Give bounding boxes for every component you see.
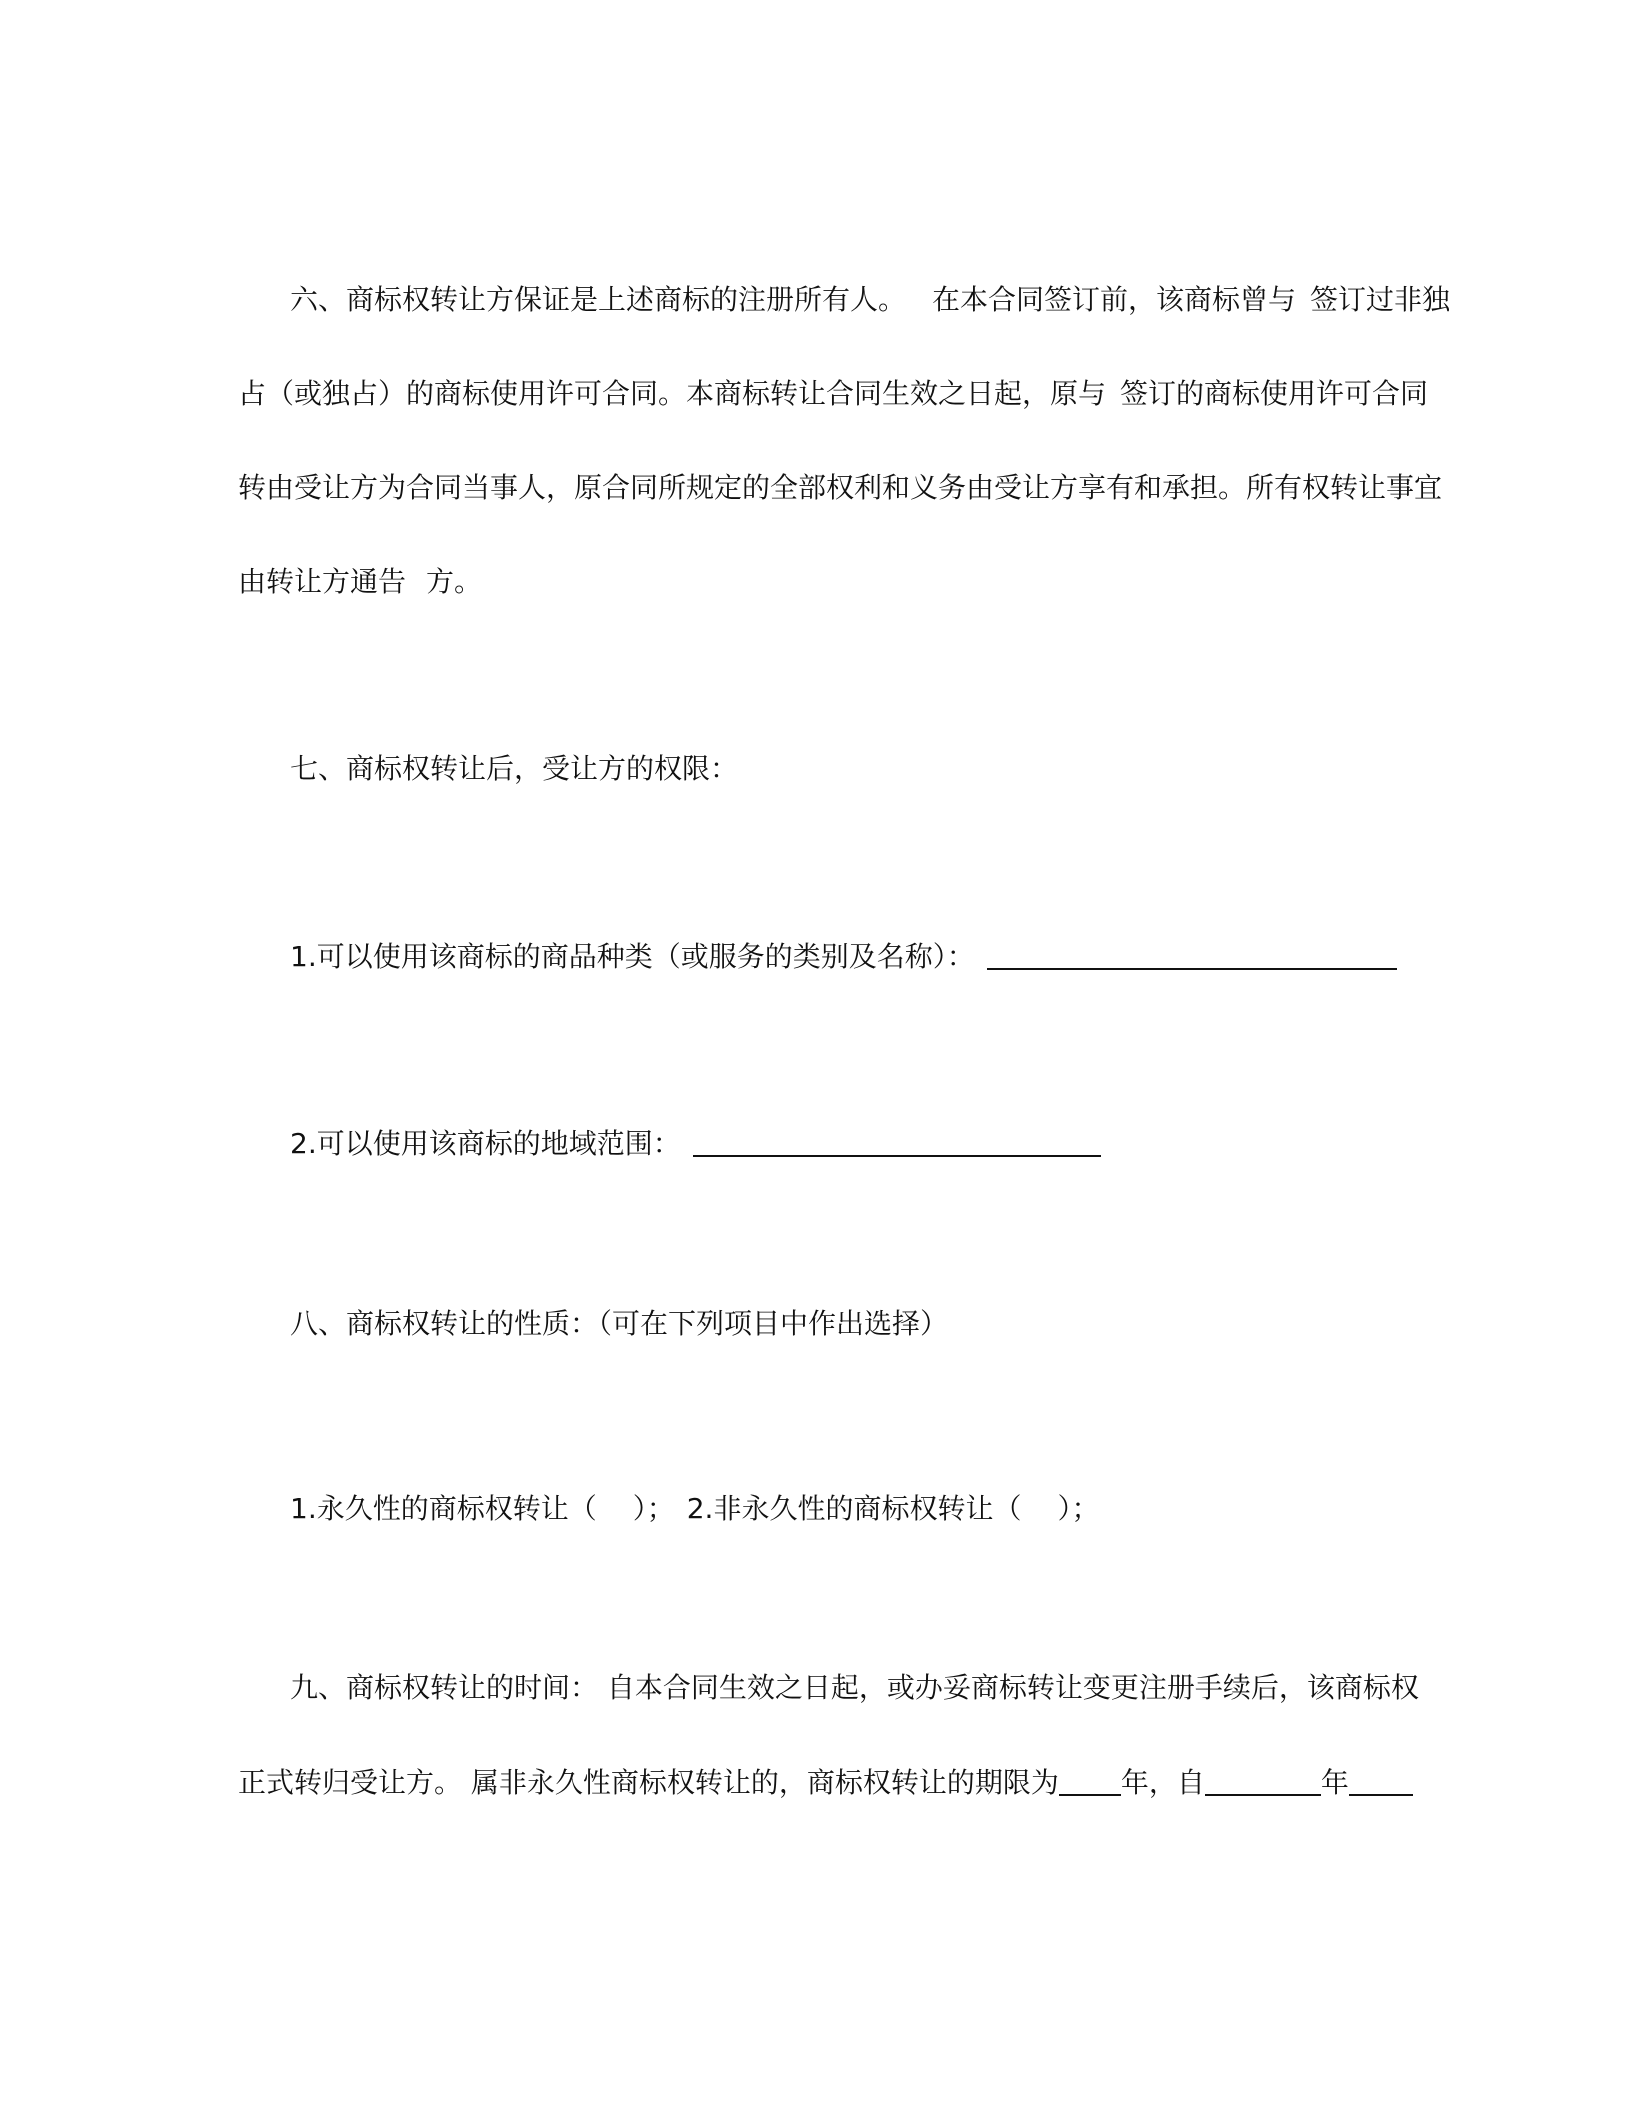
term-years-blank[interactable] [1059,1764,1121,1796]
option-permanent-label: 1.永久性的商标权转让（ [290,1492,597,1525]
section-six-text: 方。 [426,565,483,598]
goods-category-blank[interactable] [987,938,1397,970]
section-nine-text: 九、商标权转让的时间： 自本合同生效之日起，或办妥商标转让变更注册手续后，该商标权 [290,1671,1419,1704]
option-close: ）； [632,1492,675,1525]
region-scope-blank[interactable] [693,1125,1101,1157]
section-nine-line-1 [290,1670,1419,1706]
section-seven-item-2 [290,1125,1101,1161]
start-month-blank[interactable] [1349,1764,1413,1796]
section-six-line-1 [290,282,1450,318]
start-year-blank[interactable] [1205,1764,1321,1796]
section-seven-heading [290,751,738,787]
section-six-text: 在本合同签订前，该商标曾与 [932,283,1297,316]
option-nonpermanent-label: 2.非永久性的商标权转让（ [686,1492,1022,1525]
section-six-text: 签订的商标使用许可合同 [1120,377,1429,410]
section-six-text: 转由受让方为合同当事人，原合同所规定的全部权利和义务由受让方享有和承担。所有权转让事宜 [238,471,1443,504]
item-label: 1.可以使用该商标的商品种类（或服务的类别及名称）： [290,940,975,973]
section-six-line-4 [238,564,482,600]
section-six-text: 签订过非独 [1310,283,1451,316]
section-nine-line-2 [238,1764,1413,1800]
section-nine-text: 正式转归受让方。 属非永久性商标权转让的，商标权转让的期限为 [238,1766,1059,1799]
section-six-line-3 [238,470,1442,506]
section-heading: 七、商标权转让后，受让方的权限： [290,752,739,785]
item-label: 2.可以使用该商标的地域范围： [290,1127,681,1160]
section-eight-options [290,1491,1099,1527]
section-heading: 八、商标权转让的性质：（可在下列项目中作出选择） [290,1307,949,1340]
section-seven-item-1 [290,938,1397,974]
section-six-text: 六、商标权转让方保证是上述商标的注册所有人。 [290,283,907,316]
section-six-text: 由转让方通告 [238,565,407,598]
option-close: ）； [1057,1492,1100,1525]
section-eight-heading [290,1306,948,1342]
section-six-text: 占（或独占）的商标使用许可合同。本商标转让合同生效之日起，原与 [238,377,1107,410]
section-nine-text: 年，自 [1120,1766,1205,1799]
section-nine-text: 年 [1320,1766,1349,1799]
section-six-line-2 [238,376,1428,412]
